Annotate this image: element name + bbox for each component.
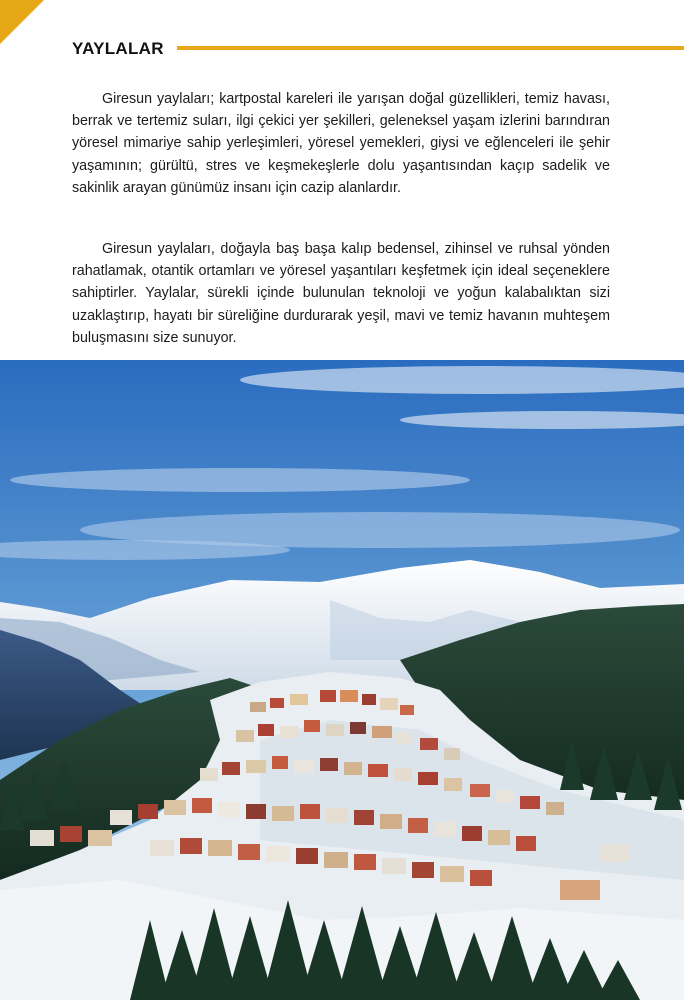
corner-accent [0,0,44,44]
paragraph-1: Giresun yaylaları; kartpostal kareleri ile yarışan doğal güzellikleri, temiz havası, berrak ve tertemiz suları, ilgi çekici yer şekilleri, geleneksel yaşam izlerini barındıran yöresel mimariye sahip yerleşimleri, yöresel yemekleri, giysi ve eğlenceleri ile şehir yaşamının; gürültü, stres ve keşmekeşlerle dolu yaşantısından kaçıp sadelik ve sakinlik arayan günümüz insanı için cazip alanlardır. [72,91,610,196]
header-rule [177,46,684,50]
paragraph-2: Giresun yaylaları, doğayla baş başa kalıp bedensel, zihinsel ve ruhsal yönden rahatlamak, otantik ortamları ve yöresel yaşantıları keşfetmek için ideal seçeneklere sahiptirler. Yaylalar, sürekli içinde bulunulan teknoloji ve yoğun kalabalıktan sizi uzaklaştırıp, hayatı bir süreliğine durdurarak yeşil, mavi ve temiz havanın muhteşem buluşmasını size sunuyor. [72,241,610,346]
plateau-village-photo [0,360,684,1000]
section-title: YAYLALAR [72,39,164,58]
section-header [72,38,684,60]
